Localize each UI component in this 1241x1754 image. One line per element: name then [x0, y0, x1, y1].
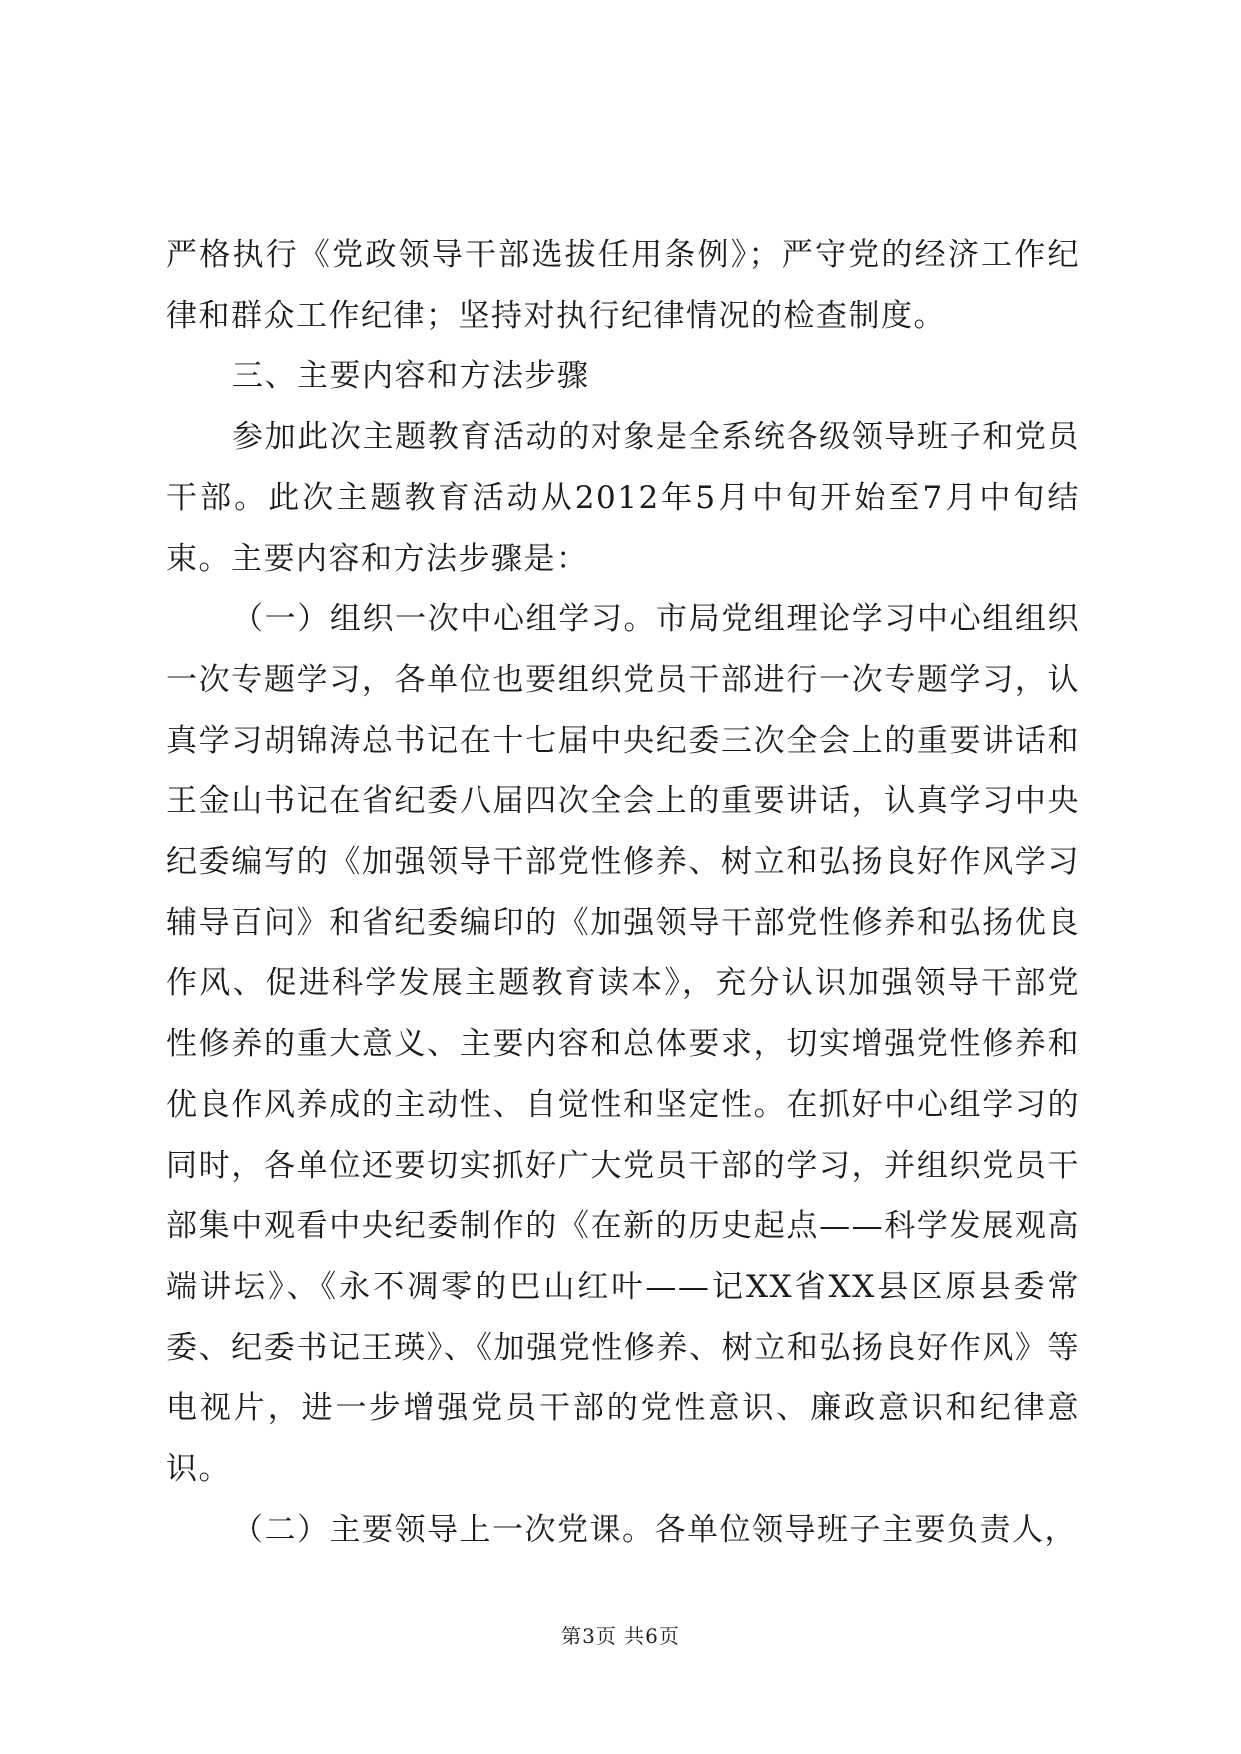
- section-heading-main-content: 三、主要内容和方法步骤: [232, 358, 590, 395]
- paragraph-discipline-checks: 严格执行《党政领导干部选拔任用条例》；严守党的经济工作纪律和群众工作纪律；坚持对执行纪律情况的检查制度。: [166, 237, 1080, 334]
- paragraph-party-lecture: （二）主要领导上一次党课。各单位领导班子主要负责人，: [232, 1511, 1077, 1548]
- paragraph-participants-schedule: 参加此次主题教育活动的对象是全系统各级领导班子和党员干部。此次主题教育活动从2012年5月中旬开始至7月中旬结束。主要内容和方法步骤是：: [166, 419, 1080, 577]
- page-number-footer: 第3页 共6页: [561, 1624, 680, 1648]
- paragraph-study-group: （一）组织一次中心组学习。市局党组理论学习中心组组织一次专题学习，各单位也要组织党员干部进行一次专题学习，认真学习胡锦涛总书记在十七届中央纪委三次全会上的重要讲话和王金山书记在省纪委八届四次全会上的重要讲话，认真学习中央纪委编写的《加强领导干部党性修养、树立和弘扬良好作风学习辅导百问》和省纪委编印的《加强领导干部党性修养和弘扬优良作风、促进科学发展主题教育读本》，充分认识加强领导干部党性修养的重大意义、主要内容和总体要求，切实增强党性修养和优良作风养成的主动性、自觉性和坚定性。在抓好中心组学习的同时，各单位还要切实抓好广大党员干部的学习，并组织党员干部集中观看中央纪委制作的《在新的历史起点——科学发展观高端讲坛》、《永不凋零的巴山红叶——记XX省XX县区原县委常委、纪委书记王瑛》、《加强党性修养、树立和弘扬良好作风》等电视片，进一步增强党员干部的党性意识、廉政意识和纪律意识。: [166, 601, 1080, 1488]
- document-body: [166, 225, 1080, 1560]
